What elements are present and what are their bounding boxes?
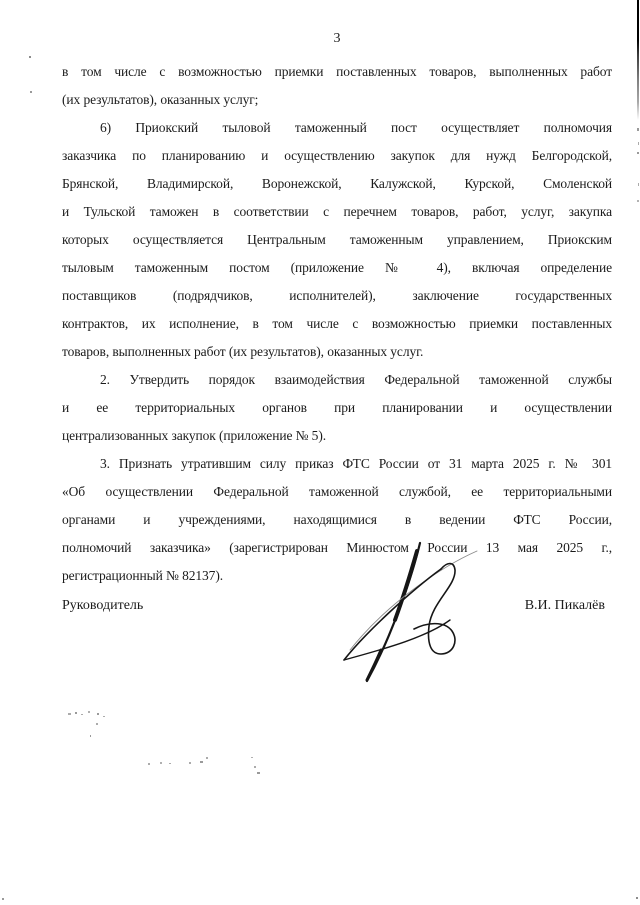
- signature-role-label: Руководитель: [62, 598, 144, 613]
- text-line: Брянской, Владимирской, Воронежской, Калужской, Курской, Смоленской: [62, 176, 612, 191]
- text-line: органами и учреждениями, находящимися в ведении ФТС России,: [62, 512, 612, 527]
- text-line: 3. Признать утратившим силу приказ ФТС России от 31 марта 2025 г. № 301: [100, 456, 612, 471]
- text-line: поставщиков (подрядчиков, исполнителей), заключение государственных: [62, 288, 612, 303]
- text-line: заказчика по планированию и осуществлению закупок для нужд Белгородской,: [62, 148, 612, 163]
- page-number: 3: [333, 31, 341, 46]
- text-line: (их результатов), оказанных услуг;: [62, 92, 259, 107]
- signatory-name: В.И. Пикалёв: [524, 598, 605, 613]
- signature-row: [62, 596, 605, 616]
- text-line: и Тульской таможен в соответствии с перечнем товаров, работ, услуг, закупка: [62, 204, 612, 219]
- scan-artifact-line: [637, 0, 639, 120]
- text-line: в том числе с возможностью приемки поставленных товаров, выполненных работ: [62, 64, 612, 79]
- text-line: централизованных закупок (приложение № 5).: [62, 428, 326, 443]
- text-line: тыловым таможенным постом (приложение № 4), включая определение: [62, 260, 612, 275]
- text-line: «Об осуществлении Федеральной таможенной службой, ее территориальными: [62, 484, 612, 499]
- text-line: 6) Приокский тыловой таможенный пост осуществляет полномочия: [100, 120, 612, 135]
- text-line: полномочий заказчика» (зарегистрирован Минюстом России 13 мая 2025 г.,: [62, 540, 612, 555]
- body-text: [62, 58, 612, 590]
- text-line: контрактов, их исполнение, в том числе с возможностью приемки поставленных: [62, 316, 612, 331]
- text-line: которых осуществляется Центральным таможенным управлением, Приокским: [62, 232, 612, 247]
- text-line: и ее территориальных органов при планировании и осуществлении: [62, 400, 612, 415]
- text-line: товаров, выполненных работ (их результатов), оказанных услуг.: [62, 344, 424, 359]
- text-line: регистрационный № 82137).: [62, 568, 223, 583]
- text-line: 2. Утвердить порядок взаимодействия Федеральной таможенной службы: [100, 372, 612, 387]
